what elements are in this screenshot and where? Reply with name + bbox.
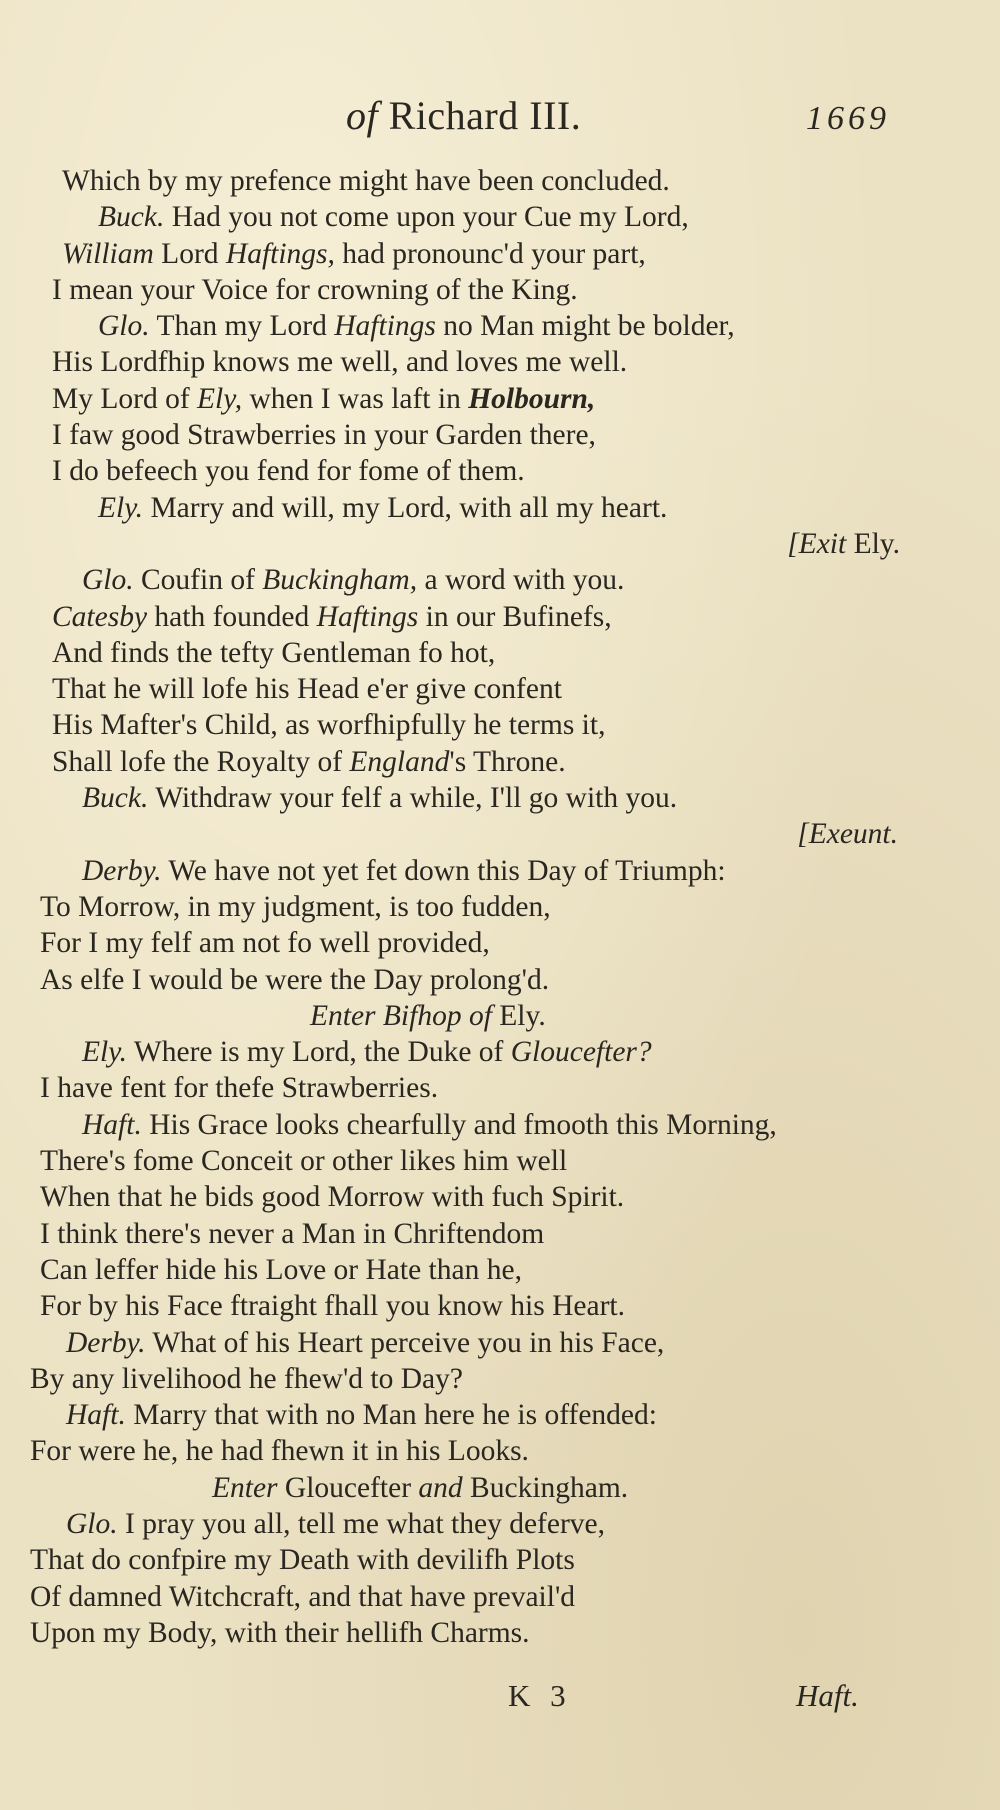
speech-line: Glo. Coufin of Buckingham, a word with you. xyxy=(82,564,625,597)
speaker-name: Ely. xyxy=(82,1036,128,1069)
text-line: Catesby hath founded Haftings in our Bufinefs, xyxy=(52,600,612,633)
running-title-prefix: of xyxy=(346,93,379,138)
text-line: And finds the tefty Gentleman fo hot, xyxy=(52,636,496,669)
text-line: There's fome Conceit or other likes him well xyxy=(40,1145,568,1178)
catchword: Haft. xyxy=(796,1678,859,1713)
text-line: I faw good Strawberries in your Garden there, xyxy=(52,419,596,452)
text-line: Upon my Body, with their hellifh Charms. xyxy=(30,1616,530,1649)
speaker-name: Buck. xyxy=(82,782,149,815)
stage-direction: Enter Gloucefter and Buckingham. xyxy=(212,1471,629,1504)
text-line: That he will lofe his Head e'er give confent xyxy=(52,673,562,706)
text-line: Of damned Witchcraft, and that have prevail'd xyxy=(30,1580,576,1613)
speaker-name: Ely. xyxy=(98,491,144,524)
speaker-name: Haft. xyxy=(82,1108,142,1141)
signature-mark: K 3 xyxy=(508,1678,572,1713)
speaker-name: Glo. xyxy=(82,564,134,597)
page-number: 1669 xyxy=(806,100,890,137)
text-line: My Lord of Ely, when I was laft in Holbourn, xyxy=(52,382,596,415)
speech-line: Derby. We have not yet fet down this Day of Triumph: xyxy=(82,854,726,887)
speech-line: Buck. Had you not come upon your Cue my Lord, xyxy=(98,201,689,234)
text-line: His Mafter's Child, as worfhipfully he terms it, xyxy=(52,709,606,742)
speech-line: Ely. Where is my Lord, the Duke of Gloucefter? xyxy=(82,1036,652,1069)
speaker-name: Derby. xyxy=(66,1326,146,1359)
text-line: When that he bids good Morrow with fuch Spirit. xyxy=(40,1181,625,1214)
speech-line: Glo. I pray you all, tell me what they deferve, xyxy=(66,1507,606,1540)
text-line: William Lord Haftings, had pronounc'd your part, xyxy=(62,237,646,270)
running-title xyxy=(346,92,581,139)
speech-line: Ely. Marry and will, my Lord, with all my heart. xyxy=(98,491,668,524)
speaker-name: Buck. xyxy=(98,201,165,234)
text-line: For were he, he had fhewn it in his Looks. xyxy=(30,1435,529,1468)
text-line: I mean your Voice for crowning of the King. xyxy=(52,273,578,306)
speaker-name: Derby. xyxy=(82,854,162,887)
text-line: As elfe I would be were the Day prolong'd. xyxy=(40,963,550,996)
text-line: I do befeech you fend for fome of them. xyxy=(52,455,525,488)
running-title-main: Richard III. xyxy=(388,93,582,138)
text-line: That do confpire my Death with devilifh Plots xyxy=(30,1544,575,1577)
stage-direction: [Exeunt. xyxy=(797,818,898,851)
text-line: Can leffer hide his Love or Hate than he, xyxy=(40,1253,522,1286)
speech-line: Derby. What of his Heart perceive you in his Face, xyxy=(66,1326,665,1359)
text-line: By any livelihood he fhew'd to Day? xyxy=(30,1362,463,1395)
speaker-name: Haft. xyxy=(66,1399,126,1432)
speaker-name: Glo. xyxy=(66,1507,118,1540)
text-line: To Morrow, in my judgment, is too fudden, xyxy=(40,890,551,923)
stage-direction: [Exit Ely. xyxy=(787,527,900,560)
page-header xyxy=(0,92,1000,152)
speech-line: Glo. Than my Lord Haftings no Man might be bolder, xyxy=(98,310,735,343)
speech-line: Buck. Withdraw your felf a while, I'll go with you. xyxy=(82,782,678,815)
speaker-name: Glo. xyxy=(98,310,150,343)
text-line: Which by my prefence might have been concluded. xyxy=(62,165,670,197)
page-footer xyxy=(0,1678,1000,1718)
text-line: His Lordfhip knows me well, and loves me well. xyxy=(52,346,628,379)
text-line: I think there's never a Man in Chriftendom xyxy=(40,1217,545,1250)
text-line: I have fent for thefe Strawberries. xyxy=(40,1072,439,1105)
text-line: For by his Face ftraight fhall you know his Heart. xyxy=(40,1290,625,1323)
speech-line: Haft. Marry that with no Man here he is offended: xyxy=(66,1399,657,1432)
play-text xyxy=(0,163,1000,1651)
stage-direction: Enter Bifhop of Ely. xyxy=(310,999,546,1032)
text-line: For I my felf am not fo well provided, xyxy=(40,927,490,960)
text-line: Shall lofe the Royalty of England's Throne. xyxy=(52,745,566,778)
speech-line: Haft. His Grace looks chearfully and fmooth this Morning, xyxy=(82,1108,777,1141)
